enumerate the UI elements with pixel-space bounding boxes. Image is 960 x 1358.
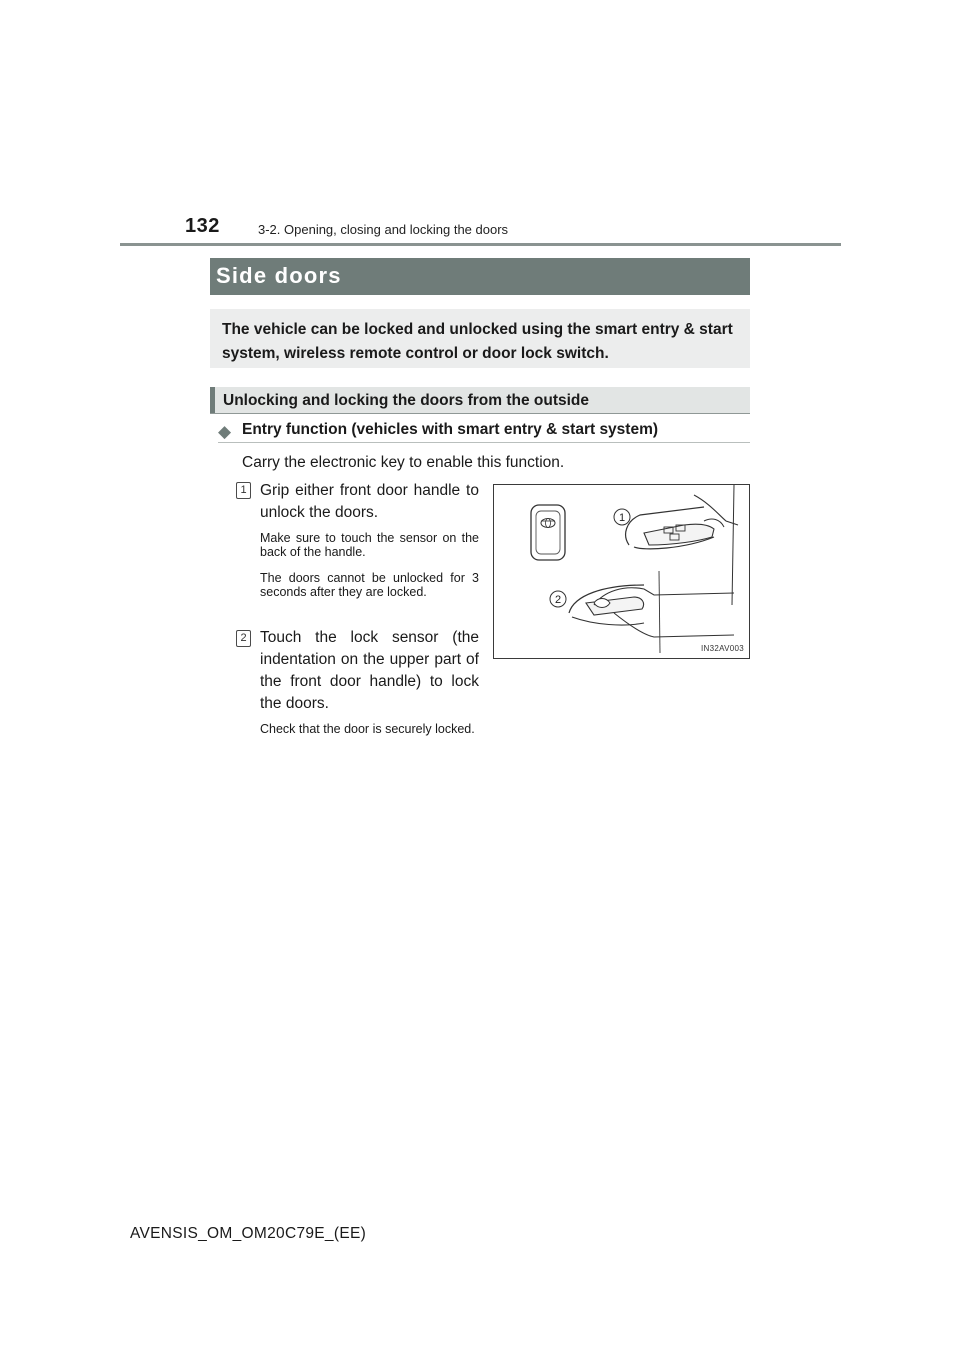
- callout-1-label: 1: [618, 512, 626, 524]
- section-intro-box: [210, 309, 750, 368]
- entry-function-intro: Carry the electronic key to enable this function.: [242, 454, 565, 471]
- subsection-accent: [210, 387, 215, 413]
- section-intro-text: The vehicle can be locked and unlocked using the smart entry & start system, wireless remote control or door lock switch.: [222, 321, 733, 362]
- entry-function-heading-text: Entry function (vehicles with smart entry & start system): [242, 421, 659, 438]
- header-divider: [120, 243, 841, 246]
- step-1-note-2: The doors cannot be unlocked for 3 seconds after they are locked.: [260, 571, 479, 599]
- handle-unlock-icon: [626, 485, 738, 605]
- step-2-badge: 2: [236, 630, 251, 647]
- step-2-text: Touch the lock sensor (the indentation on the upper part of the front door handle) to lock the doors.: [260, 629, 479, 712]
- figure-code: IN32AV003: [700, 644, 744, 653]
- entry-function-heading: [218, 420, 750, 443]
- page-number: 132: [185, 215, 220, 237]
- door-handle-drawing: [494, 485, 749, 658]
- subsection-heading-bar: [210, 387, 750, 414]
- section-title: Side doors: [216, 263, 342, 288]
- door-handle-illustration: [493, 484, 750, 659]
- callout-1: [614, 509, 630, 525]
- smart-key-icon: [531, 505, 565, 560]
- step-2-note-1: Check that the door is securely locked.: [260, 722, 475, 736]
- diamond-icon: ◆: [218, 422, 232, 441]
- step-1-text: Grip either front door handle to unlock the doors.: [260, 482, 479, 521]
- callout-2: [550, 591, 566, 607]
- callout-2-label: 2: [554, 594, 562, 606]
- section-title-bar: [210, 258, 750, 295]
- handle-lock-icon: [569, 571, 734, 653]
- section-reference: 3-2. Opening, closing and locking the doors: [258, 222, 509, 237]
- subsection-heading: Unlocking and locking the doors from the outside: [223, 392, 589, 409]
- step-1-badge: 1: [236, 482, 251, 499]
- footer-document-code: AVENSIS_OM_OM20C79E_(EE): [130, 1225, 367, 1242]
- step-1-note-1: Make sure to touch the sensor on the back of the handle.: [260, 531, 479, 559]
